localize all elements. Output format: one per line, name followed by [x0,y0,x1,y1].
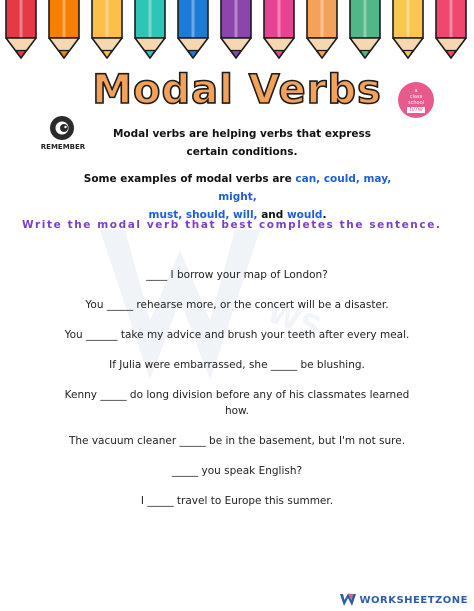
question-7: _____ you speak English? [171,465,303,477]
pencil [307,0,337,58]
svg-text:WS: WS [262,294,326,347]
footer-logo [340,592,469,608]
question-3: You ______ take my advice and brush your teeth after every meal. [64,329,410,341]
examples-verbs-line1: can, could, may, might, [218,173,392,203]
question-1: ____ I borrow your map of London? [146,269,328,281]
pencil [178,0,208,58]
question-4: If Julia were embarrassed, she _____ be blushing. [109,359,365,371]
pencil [350,0,380,58]
remember-icon [49,115,75,141]
footer-brand: WORKSHEETZONE [359,594,468,606]
badge-line-2: class [409,93,423,100]
brand-badge [398,82,434,118]
pencil [221,0,251,58]
instruction-text: Write the modal verb that best completes the sentence. [22,219,442,231]
badge-line-3: school [407,99,425,106]
question-2: You _____ rehearse more, or the concert will be a disaster. [85,299,389,311]
pencil-border [0,0,474,66]
pencil [393,0,423,58]
examples-prefix: Some examples of modal verbs are [83,173,296,185]
examples-verbs-line2: must, should, will, [148,209,258,221]
examples-text [70,170,405,224]
pencil [6,0,36,58]
question-5: Kenny _____ do long division before any of his classmates learned how. [64,389,410,417]
intro-text: Modal verbs are helping verbs that express certain conditions. [112,128,372,158]
question-list [60,267,414,523]
badge-line-4: time [409,105,423,113]
examples-last-verb: would [286,209,323,221]
remember-label: REMEMBER [40,143,86,151]
pencil [264,0,294,58]
question-6: The vacuum cleaner _____ be in the basement, but I'm not sure. [68,435,406,447]
page-title: Modal Verbs [92,67,382,113]
badge-line-1: a [414,87,418,94]
pencil [436,0,466,58]
examples-and: and [257,209,287,221]
question-8: I _____ travel to Europe this summer. [140,495,334,507]
pencil [135,0,165,58]
worksheetzone-logo-icon [340,593,356,607]
examples-suffix: . [322,209,327,221]
pencil [49,0,79,58]
pencil [92,0,122,58]
